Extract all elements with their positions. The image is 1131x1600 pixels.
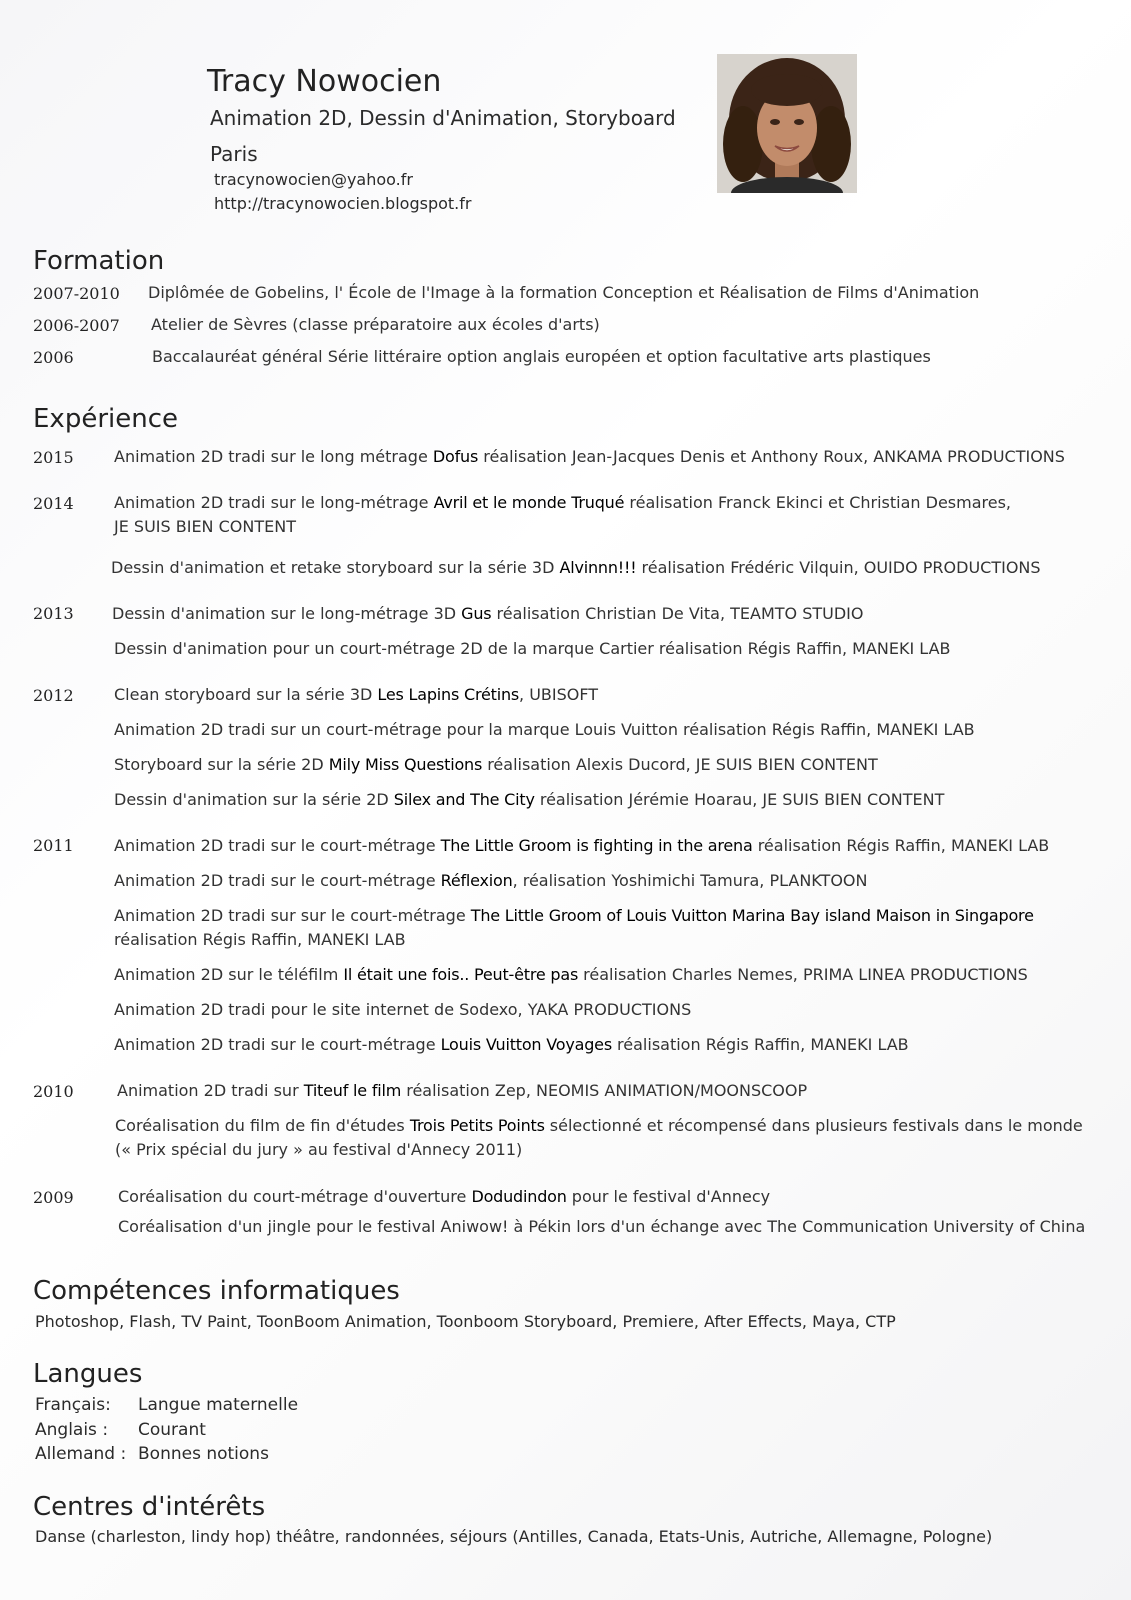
formation-year: 2007-2010: [33, 284, 120, 303]
formation-text: Atelier de Sèvres (classe préparatoire aux écoles d'arts): [151, 315, 600, 334]
website-text: http://tracynowocien.blogspot.fr: [214, 194, 472, 213]
language-label: Français:: [35, 1395, 111, 1415]
experience-entry: Animation 2D tradi sur sur le court-métrage The Little Groom of Louis Vuitton Marina Bay island Maison in Singapore réalisation Régis Raffin, MANEKI LAB: [114, 906, 1034, 949]
experience-entry: Dessin d'animation sur la série 2D Silex and The City réalisation Jérémie Hoarau, JE SUIS BIEN CONTENT: [114, 790, 945, 809]
experience-entry: Dessin d'animation et retake storyboard sur la série 3D Alvinnn!!! réalisation Frédéric Vilquin, OUIDO PRODUCTIONS: [111, 558, 1041, 577]
experience-year: 2014: [33, 494, 74, 513]
profile-photo: [717, 54, 857, 193]
experience-entry: Coréalisation du court-métrage d'ouverture Dodudindon pour le festival d'Annecy: [118, 1187, 771, 1206]
skills-heading: Compétences informatiques: [33, 1276, 400, 1306]
experience-entry: Coréalisation du film de fin d'études Trois Petits Points sélectionné et récompensé dans plusieurs festivals dans le monde (« Prix spécial du jury » au festival d'Annecy 2011): [115, 1116, 1083, 1159]
candidate-city: Paris: [210, 142, 258, 166]
email-text: tracynowocien@yahoo.fr: [214, 170, 413, 189]
formation-year: 2006: [33, 348, 74, 367]
experience-year: 2012: [33, 686, 74, 705]
language-level: Courant: [138, 1420, 206, 1440]
experience-entry: Animation 2D tradi sur Titeuf le film réalisation Zep, NEOMIS ANIMATION/MOONSCOOP: [117, 1081, 808, 1100]
experience-year: 2011: [33, 836, 74, 855]
formation-year: 2006-2007: [33, 316, 120, 335]
interests-text: Danse (charleston, lindy hop) théâtre, randonnées, séjours (Antilles, Canada, Etats-Unis, Autriche, Allemagne, Pologne): [35, 1527, 993, 1546]
experience-entry: Animation 2D tradi sur le court-métrage Réflexion, réalisation Yoshimichi Tamura, PLANKTOON: [114, 871, 868, 890]
experience-entry: Animation 2D tradi sur un court-métrage pour la marque Louis Vuitton réalisation Régis Raffin, MANEKI LAB: [114, 720, 975, 739]
skills-text: Photoshop, Flash, TV Paint, ToonBoom Animation, Toonboom Storyboard, Premiere, After Effects, Maya, CTP: [35, 1312, 896, 1331]
experience-year: 2009: [33, 1188, 74, 1207]
experience-entry: Coréalisation d'un jingle pour le festival Aniwow! à Pékin lors d'un échange avec The Communication University of China: [118, 1217, 1086, 1236]
experience-entry: Animation 2D tradi sur le long-métrage Avril et le monde Truqué réalisation Franck Ekinci et Christian Desmares, JE SUIS BIEN CONTENT: [114, 493, 1012, 536]
formation-text: Diplômée de Gobelins, l' École de l'Image à la formation Conception et Réalisation de Films d'Animation: [148, 283, 980, 302]
experience-entry: Dessin d'animation pour un court-métrage 2D de la marque Cartier réalisation Régis Raffin, MANEKI LAB: [114, 639, 951, 658]
language-level: Langue maternelle: [138, 1395, 299, 1415]
languages-heading: Langues: [33, 1359, 143, 1389]
experience-entry: Animation 2D sur le téléfilm Il était une fois.. Peut-être pas réalisation Charles Nemes, PRIMA LINEA PRODUCTIONS: [114, 965, 1028, 984]
experience-entry: Animation 2D tradi sur le long métrage Dofus réalisation Jean-Jacques Denis et Anthony Roux, ANKAMA PRODUCTIONS: [114, 447, 1065, 466]
experience-year: 2010: [33, 1082, 74, 1101]
experience-year: 2013: [33, 604, 74, 623]
language-level: Bonnes notions: [138, 1444, 269, 1464]
language-label: Anglais :: [35, 1420, 109, 1440]
experience-entry: Storyboard sur la série 2D Mily Miss Questions réalisation Alexis Ducord, JE SUIS BIEN CONTENT: [114, 755, 878, 774]
experience-entry: Dessin d'animation sur le long-métrage 3D Gus réalisation Christian De Vita, TEAMTO STUDIO: [112, 604, 864, 623]
experience-entry: Clean storyboard sur la série 3D Les Lapins Crétins, UBISOFT: [114, 685, 599, 704]
language-label: Allemand :: [35, 1444, 127, 1464]
experience-heading: Expérience: [33, 404, 178, 434]
experience-entry: Animation 2D tradi sur le court-métrage The Little Groom is fighting in the arena réalisation Régis Raffin, MANEKI LAB: [114, 836, 1050, 855]
candidate-title: Animation 2D, Dessin d'Animation, Storyboard: [210, 106, 676, 130]
formation-heading: Formation: [33, 246, 165, 276]
formation-text: Baccalauréat général Série littéraire option anglais européen et option facultative arts plastiques: [152, 347, 931, 366]
interests-heading: Centres d'intérêts: [33, 1492, 266, 1522]
experience-year: 2015: [33, 448, 74, 467]
candidate-name: Tracy Nowocien: [207, 64, 442, 99]
experience-entry: Animation 2D tradi pour le site internet de Sodexo, YAKA PRODUCTIONS: [114, 1000, 692, 1019]
experience-entry: Animation 2D tradi sur le court-métrage Louis Vuitton Voyages réalisation Régis Raffin, MANEKI LAB: [114, 1035, 909, 1054]
